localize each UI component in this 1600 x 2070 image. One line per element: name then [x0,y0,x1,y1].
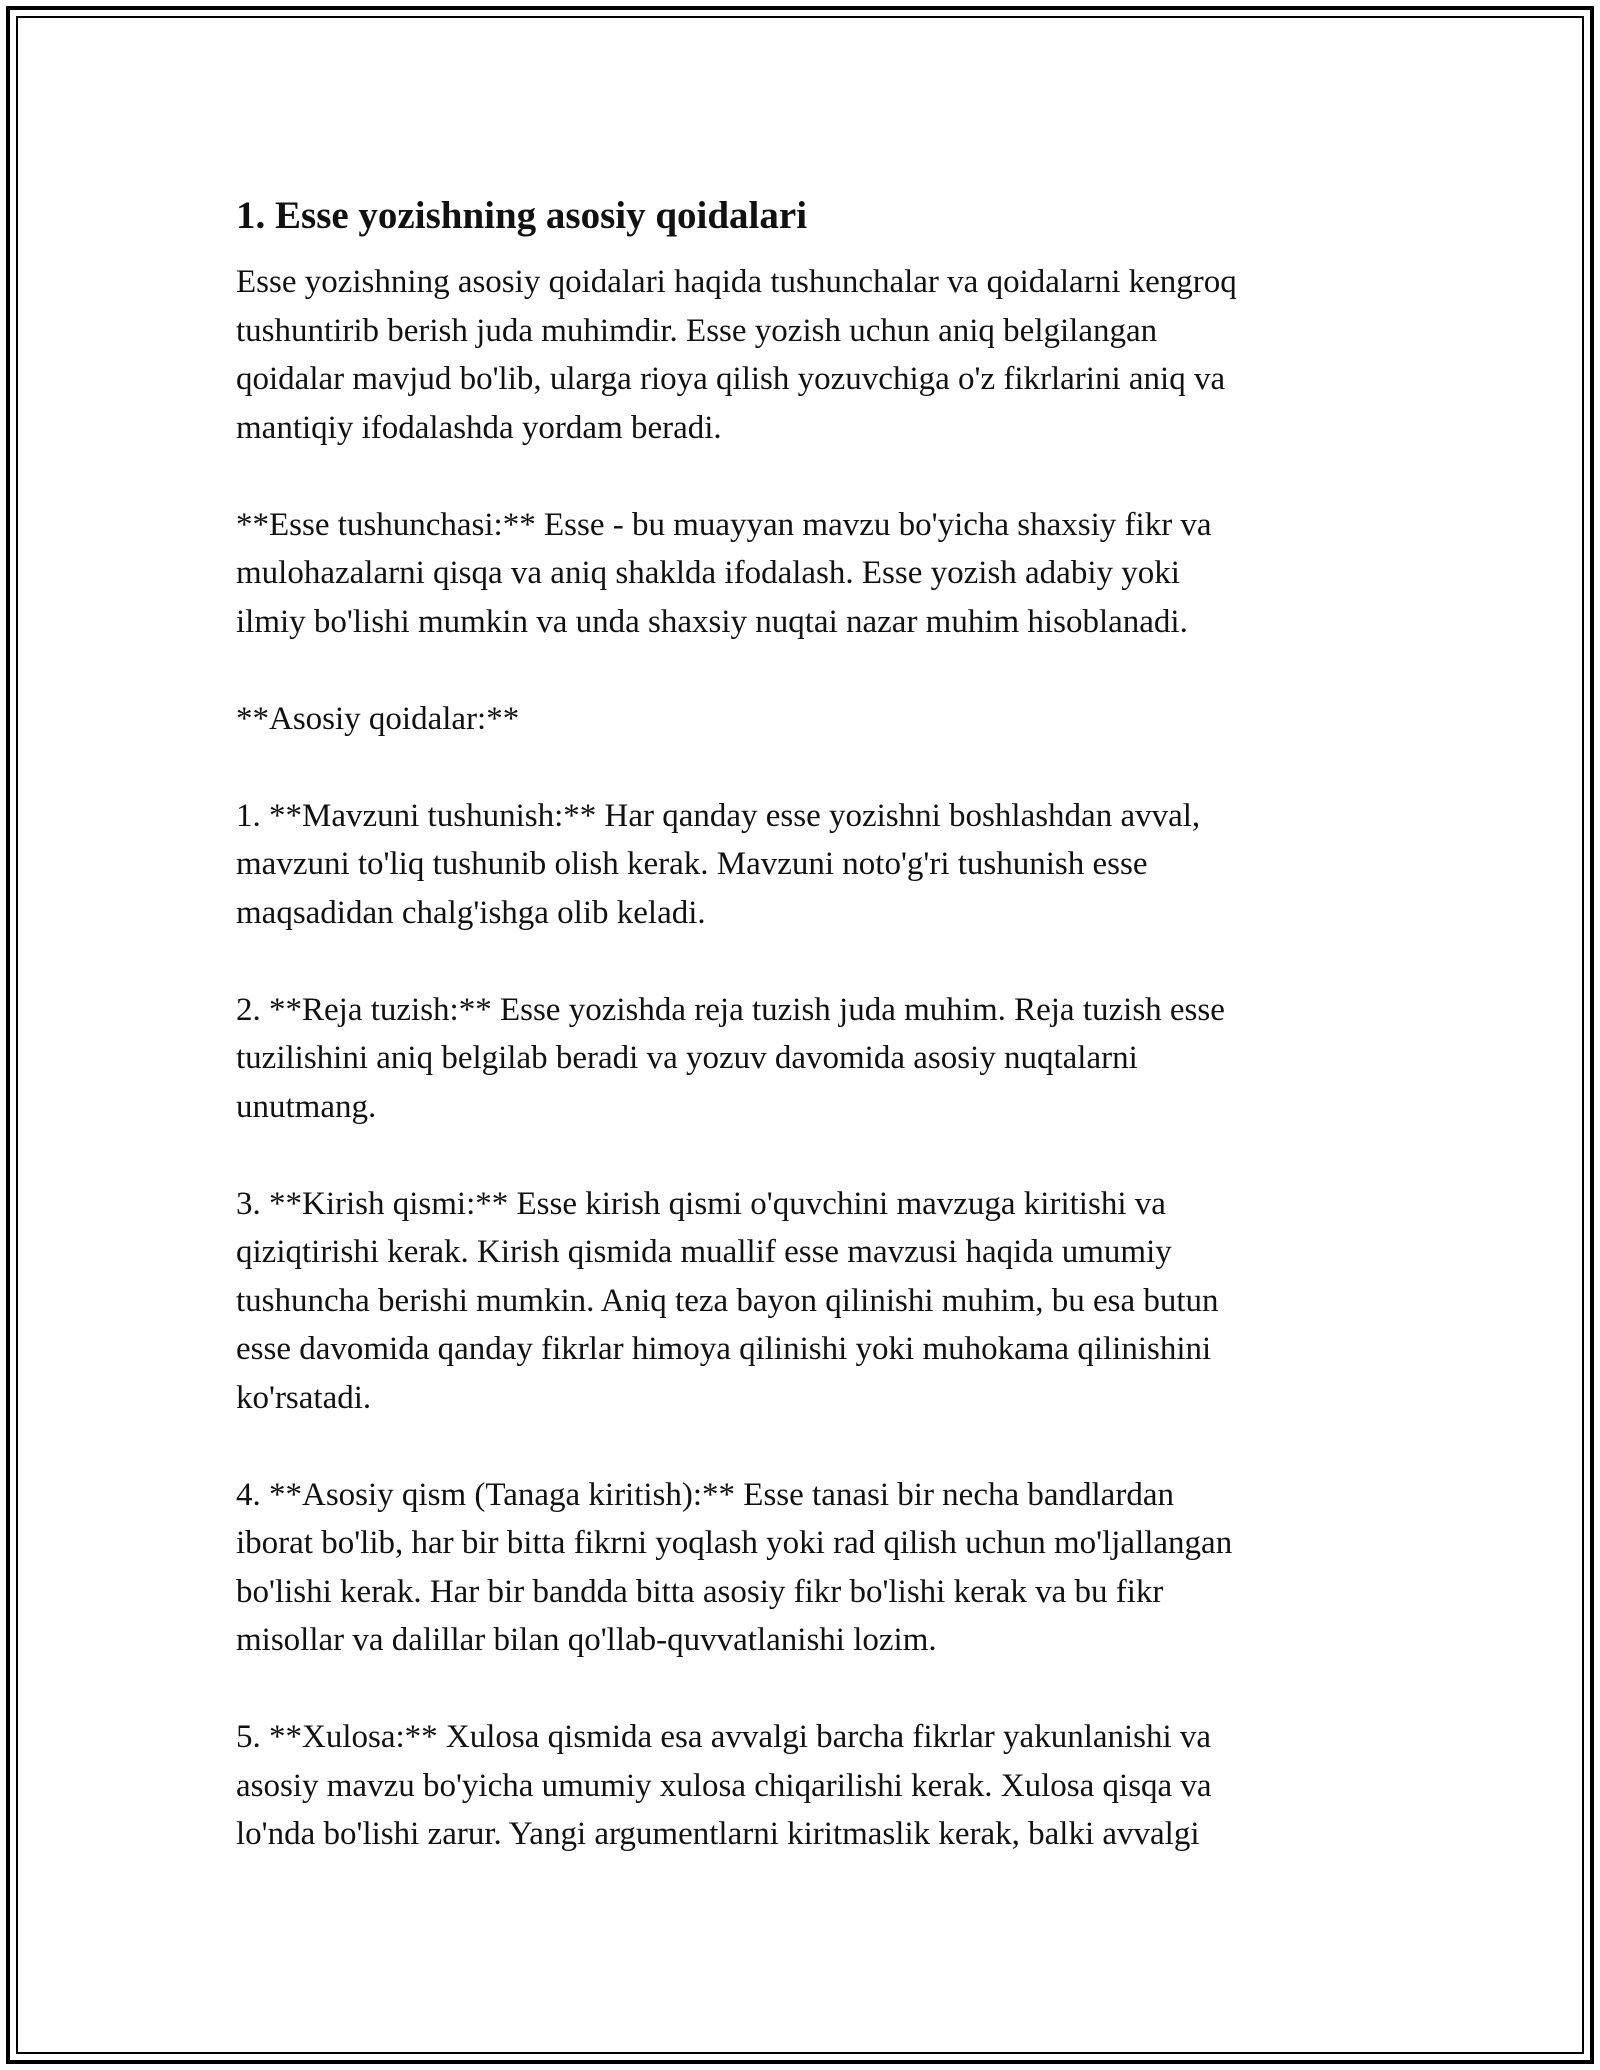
rules-heading-paragraph: **Asosiy qoidalar:** [236,700,520,737]
rule-5-paragraph: 5. **Xulosa:** Xulosa qismida esa avvalgi barcha fikrlar yakunlanishi va asosiy mavzu bo'yicha umumiy xulosa chiqarilishi kerak. Xulosa qisqa va lo'nda bo'lishi zarur. Yangi argumentlarni kiritmaslik kerak, balki avvalgi [236,1719,1212,1852]
rule-1-paragraph: 1. **Mavzuni tushunish:** Har qanday esse yozishni boshlashdan avval, mavzuni to'liq tushunib olish kerak. Mavzuni noto'g'ri tushunish esse maqsadidan chalg'ishga olib keladi. [236,797,1201,931]
definition-paragraph: **Esse tushunchasi:** Esse - bu muayyan mavzu bo'yicha shaxsiy fikr va mulohazalarni qisqa va aniq shaklda ifodalash. Esse yozish adabiy yoki ilmiy bo'lishi mumkin va unda shaxsiy nuqtai nazar muhim hisoblanadi. [236,506,1212,640]
document-title: 1. Esse yozishning asosiy qoidalari [236,194,808,237]
rule-3-paragraph: 3. **Kirish qismi:** Esse kirish qismi o'quvchini mavzuga kiritishi va qiziqtirishi kerak. Kirish qismida muallif esse mavzusi haqida umumiy tushuncha berishi mumkin. Aniq teza bayon qilinishi muhim, bu esa butun esse davomida qanday fikrlar himoya qilinishi yoki muhokama qilinishini ko'rsatadi. [236,1185,1219,1416]
intro-paragraph: Esse yozishning asosiy qoidalari haqida tushunchalar va qoidalarni kengroq tushuntirib berish juda muhimdir. Esse yozish uchun aniq belgilangan qoidalar mavjud bo'lib, ularga rioya qilish yozuvchiga o'z fikrlarini aniq va mantiqiy ifodalashda yordam beradi. [236,264,1237,446]
rule-2-paragraph: 2. **Reja tuzish:** Esse yozishda reja tuzish juda muhim. Reja tuzish esse tuzilishini aniq belgilab beradi va yozuv davomida asosiy nuqtalarni unutmang. [236,991,1225,1125]
document-body [236,190,1366,1907]
rule-4-paragraph: 4. **Asosiy qism (Tanaga kiritish):** Esse tanasi bir necha bandlardan iborat bo'lib, har bir bitta fikrni yoqlash yoki rad qilish uchun mo'ljallangan bo'lishi kerak. Har bir bandda bitta asosiy fikr bo'lishi kerak va bu fikr misollar va dalillar bilan qo'llab-quvvatlanishi lozim. [236,1476,1233,1658]
